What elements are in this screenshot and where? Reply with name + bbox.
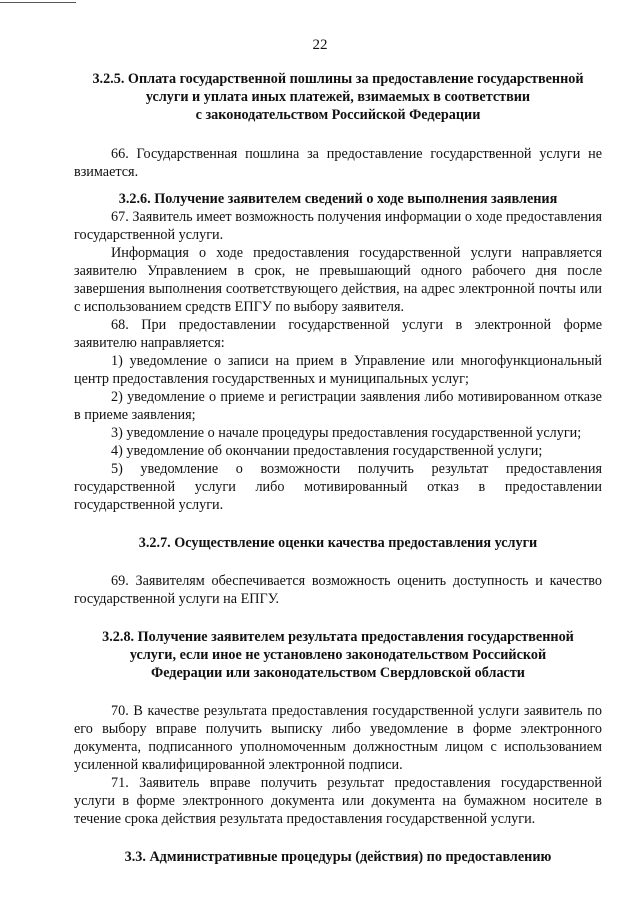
section-3-2-5-heading-line-1: 3.2.5. Оплата государственной пошлины за предоставление государственной	[92, 71, 584, 87]
section-3-2-8-heading-line-3: Федерации или законодательством Свердловской области	[151, 665, 525, 681]
list-item-5: 5) уведомление о возможности получить результат предоставления государственной услуги либо мотивированный отказ в предоставлении государственной услуги.	[74, 461, 602, 513]
paragraph-71: 71. Заявитель вправе получить результат предоставления государственной услуги в форме электронного документа или документа на бумажном носителе в течение срока действия результата предоставления государственной услуги.	[74, 775, 602, 827]
paragraph-67-info: Информация о ходе предоставления государственной услуги направляется заявителю Управлением в срок, не превышающий одного рабочего дня после завершения выполнения соответствующего действия, на адрес электронной почты или с использованием средств ЕПГУ по выбору заявителя.	[74, 245, 602, 315]
paragraph-68: 68. При предоставлении государственной услуги в электронной форме заявителю направляется:	[74, 317, 602, 351]
section-3-2-8-heading-line-1: 3.2.8. Получение заявителем результата предоставления государственной	[102, 629, 574, 645]
list-item-1: 1) уведомление о записи на прием в Управление или многофункциональный центр предоставления государственных и муниципальных услуг;	[74, 353, 602, 387]
list-item-4: 4) уведомление об окончании предоставления государственной услуги;	[111, 443, 543, 459]
section-3-2-5-heading-line-2: услуги и уплата иных платежей, взимаемых в соответствии	[145, 89, 531, 105]
page-number: 22	[312, 37, 328, 53]
section-3-2-8-heading-line-2: услуги, если иное не установлено законодательством Российской	[129, 647, 547, 663]
section-3-2-7-heading: 3.2.7. Осуществление оценки качества предоставления услуги	[138, 535, 538, 551]
paragraph-69: 69. Заявителям обеспечивается возможность оценить доступность и качество государственной услуги на ЕПГУ.	[74, 573, 602, 607]
section-3-3-heading: 3.3. Административные процедуры (действия) по предоставлению	[124, 849, 552, 865]
page-content	[74, 70, 602, 866]
paragraph-66: 66. Государственная пошлина за предоставление государственной услуги не взимается.	[74, 146, 602, 180]
list-item-3: 3) уведомление о начале процедуры предоставления государственной услуги;	[111, 425, 582, 441]
paragraph-70: 70. В качестве результата предоставления государственной услуги заявитель по его выбору вправе получить выписку либо уведомление в форме электронного документа, подписанного уполномоченным должностным лицом с использованием усиленной квалифицированной электронной подписи.	[74, 703, 602, 773]
paragraph-67: 67. Заявитель имеет возможность получения информации о ходе предоставления государственной услуги.	[74, 209, 602, 243]
section-3-2-6-heading: 3.2.6. Получение заявителем сведений о ходе выполнения заявления	[118, 191, 558, 207]
corner-mark	[0, 2, 76, 3]
section-3-2-5-heading-line-3: с законодательством Российской Федерации	[195, 107, 481, 123]
list-item-2: 2) уведомление о приеме и регистрации заявления либо мотивированном отказе в приеме заявления;	[74, 389, 602, 423]
